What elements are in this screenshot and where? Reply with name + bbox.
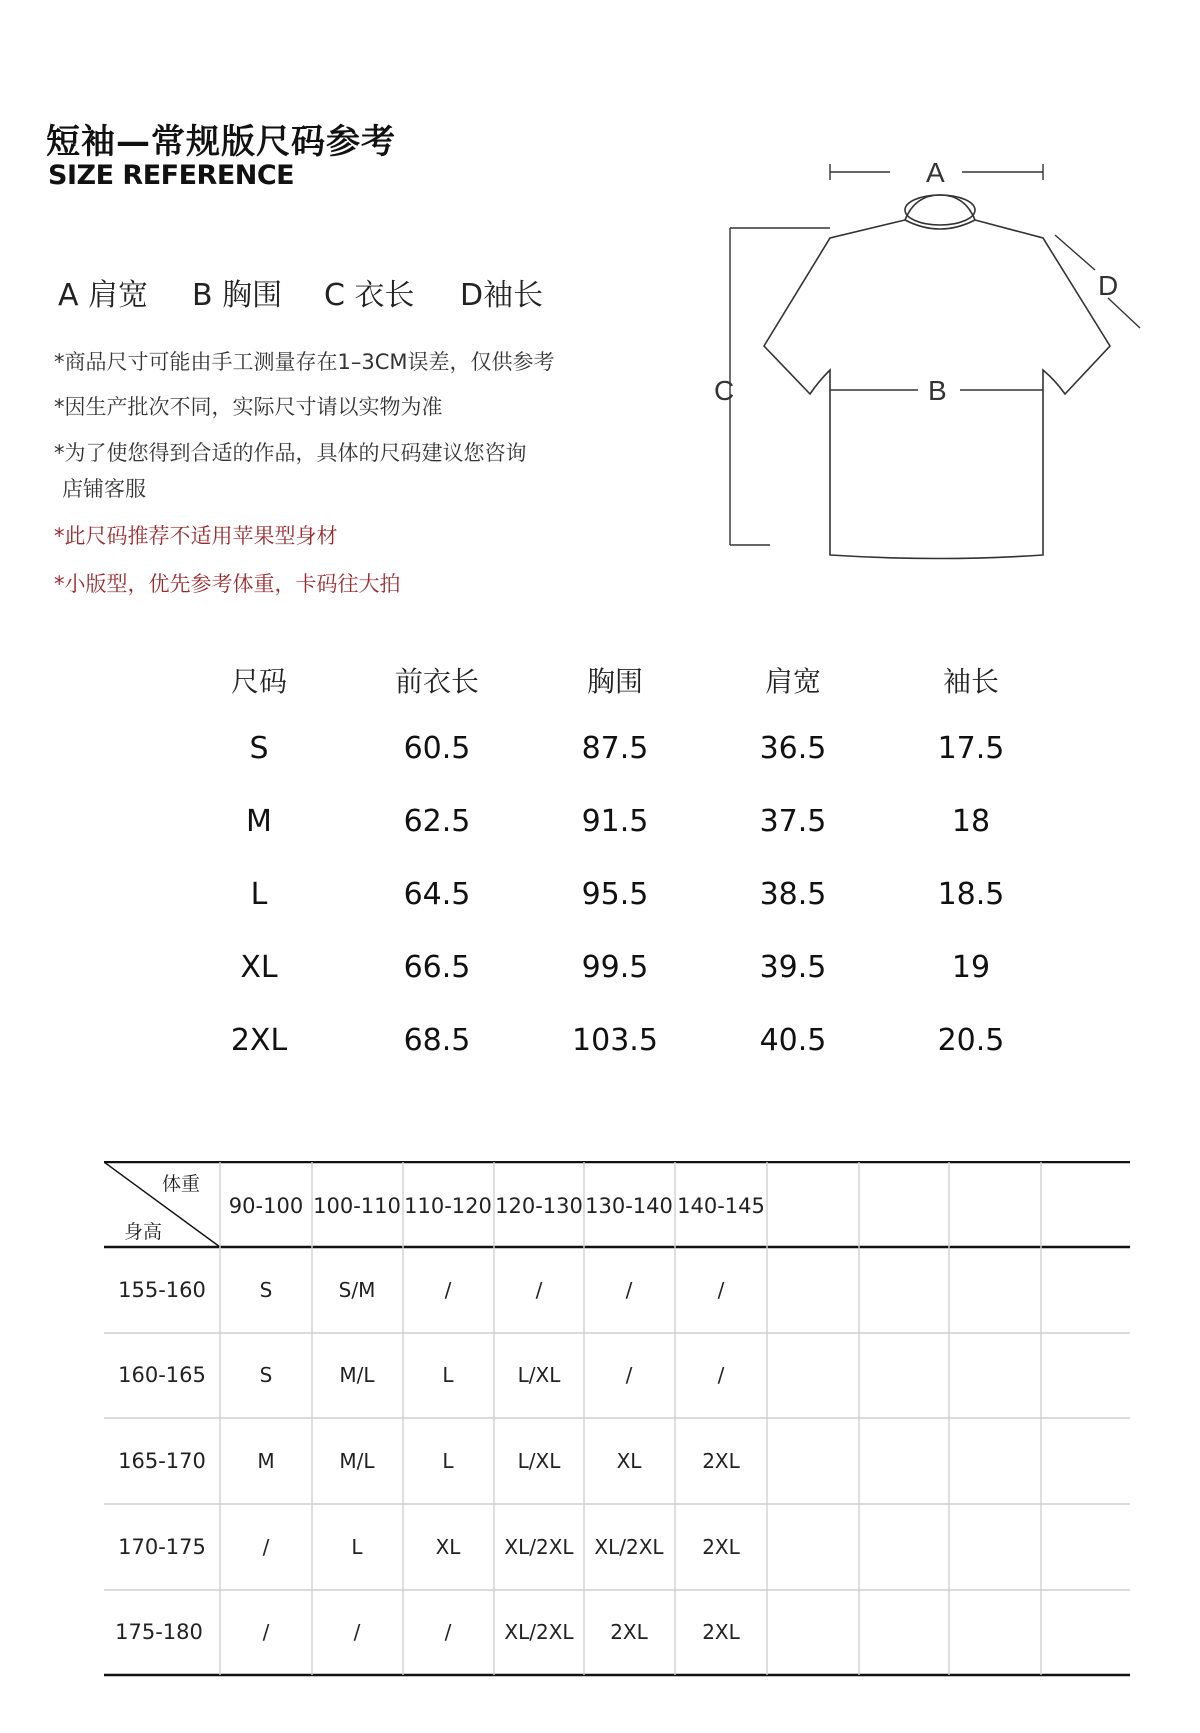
sleeve-cell: 17.5 xyxy=(937,731,1005,766)
length-cell: 68.5 xyxy=(403,1023,471,1058)
length-cell: 64.5 xyxy=(403,877,471,912)
size-recommendation: / xyxy=(444,1278,452,1302)
sleeve-cell: 18.5 xyxy=(937,877,1005,912)
size-recommendation: / xyxy=(444,1620,452,1644)
weight-range: 90-100 xyxy=(228,1194,304,1218)
sleeve-cell: 18 xyxy=(951,804,991,839)
legend-sleeve: D袖长 xyxy=(460,278,544,313)
size-recommendation: / xyxy=(353,1620,361,1644)
tshirt-diagram xyxy=(700,150,1160,570)
length-cell: 66.5 xyxy=(403,950,471,985)
size-cell: 2XL xyxy=(230,1023,288,1058)
note-small-fit: *小版型，优先参考体重，卡码往大拍 xyxy=(54,572,401,596)
chest-cell: 95.5 xyxy=(581,877,649,912)
legend-chest: B 胸围 xyxy=(192,278,283,313)
note-body-type: *此尺码推荐不适用苹果型身材 xyxy=(54,524,338,548)
size-recommendation: M/L xyxy=(339,1363,375,1387)
size-recommendation: S xyxy=(259,1278,273,1302)
height-weight-grid xyxy=(104,1161,1130,1677)
table-row xyxy=(170,1004,1060,1077)
table-row xyxy=(170,785,1060,858)
shoulder-cell: 36.5 xyxy=(759,731,827,766)
chest-cell: 99.5 xyxy=(581,950,649,985)
size-recommendation: L/XL xyxy=(517,1363,561,1387)
sleeve-cell: 19 xyxy=(951,950,991,985)
header-sleeve: 袖长 xyxy=(942,665,999,698)
tshirt-collar xyxy=(905,195,975,225)
size-cell: S xyxy=(249,731,269,766)
table-row xyxy=(170,931,1060,1004)
size-recommendation: 2XL xyxy=(702,1620,740,1644)
header-size: 尺码 xyxy=(230,665,287,698)
height-range: 155-160 xyxy=(118,1278,206,1302)
size-cell: M xyxy=(246,804,272,839)
header-shoulder: 肩宽 xyxy=(764,665,821,698)
sleeve-cell: 20.5 xyxy=(937,1023,1005,1058)
legend-shoulder-width: A 肩宽 xyxy=(58,278,149,313)
note-consult-cont: 店铺客服 xyxy=(62,477,146,501)
shoulder-cell: 38.5 xyxy=(759,877,827,912)
weight-range: 130-140 xyxy=(585,1194,673,1218)
length-cell: 60.5 xyxy=(403,731,471,766)
size-recommendation: / xyxy=(625,1278,633,1302)
note-consult: *为了使您得到合适的作品，具体的尺码建议您咨询 xyxy=(54,441,527,465)
size-recommendation: / xyxy=(717,1363,725,1387)
header-chest: 胸围 xyxy=(586,665,643,698)
size-table xyxy=(170,648,1060,1077)
size-recommendation: 2XL xyxy=(702,1535,740,1559)
size-recommendation: L xyxy=(442,1449,454,1473)
shoulder-cell: 37.5 xyxy=(759,804,827,839)
note-batch-difference: *因生产批次不同，实际尺寸请以实物为准 xyxy=(54,395,443,419)
size-recommendation: / xyxy=(717,1278,725,1302)
height-weight-table xyxy=(104,1161,1130,1677)
shoulder-cell: 40.5 xyxy=(759,1023,827,1058)
diagram-label-d: D xyxy=(1098,270,1119,301)
size-recommendation: S xyxy=(259,1363,273,1387)
weight-range: 120-130 xyxy=(495,1194,583,1218)
weight-range: 140-145 xyxy=(677,1194,765,1218)
size-recommendation: / xyxy=(625,1363,633,1387)
table-row xyxy=(170,712,1060,785)
size-recommendation: L xyxy=(442,1363,454,1387)
size-table-header xyxy=(170,648,1060,712)
corner-weight-label: 体重 xyxy=(162,1173,201,1195)
page-title: 短袖—常规版尺码参考 xyxy=(46,122,396,162)
diagram-label-b: B xyxy=(928,375,947,406)
chest-cell: 87.5 xyxy=(581,731,649,766)
size-recommendation: S/M xyxy=(338,1278,376,1302)
size-recommendation: 2XL xyxy=(702,1449,740,1473)
diagram-label-c: C xyxy=(714,375,735,406)
size-cell: XL xyxy=(240,950,278,985)
size-recommendation: M xyxy=(257,1449,275,1473)
height-range: 165-170 xyxy=(118,1449,206,1473)
page-subtitle: SIZE REFERENCE xyxy=(48,160,295,191)
size-recommendation: XL xyxy=(616,1449,642,1473)
header-front-length: 前衣长 xyxy=(394,665,479,698)
note-measurement-error: *商品尺寸可能由手工测量存在1–3CM误差，仅供参考 xyxy=(54,350,555,374)
height-range: 175-180 xyxy=(115,1620,203,1644)
legend-length: C 衣长 xyxy=(324,278,415,313)
chest-cell: 91.5 xyxy=(581,804,649,839)
size-recommendation: L/XL xyxy=(517,1449,561,1473)
weight-range: 100-110 xyxy=(313,1194,401,1218)
size-recommendation: 2XL xyxy=(610,1620,648,1644)
size-cell: L xyxy=(250,877,268,912)
size-recommendation: XL/2XL xyxy=(594,1535,664,1559)
table-row xyxy=(170,858,1060,931)
shoulder-cell: 39.5 xyxy=(759,950,827,985)
size-recommendation: L xyxy=(351,1535,363,1559)
size-recommendation: XL xyxy=(435,1535,461,1559)
weight-range: 110-120 xyxy=(404,1194,492,1218)
diagram-label-a: A xyxy=(926,157,945,188)
chest-cell: 103.5 xyxy=(572,1023,658,1058)
size-recommendation: / xyxy=(262,1535,270,1559)
length-cell: 62.5 xyxy=(403,804,471,839)
height-range: 170-175 xyxy=(118,1535,206,1559)
height-range: 160-165 xyxy=(118,1363,206,1387)
size-recommendation: / xyxy=(535,1278,543,1302)
size-recommendation: XL/2XL xyxy=(504,1535,574,1559)
size-recommendation: / xyxy=(262,1620,270,1644)
size-recommendation: XL/2XL xyxy=(504,1620,574,1644)
corner-height-label: 身高 xyxy=(124,1221,163,1243)
size-recommendation: M/L xyxy=(339,1449,375,1473)
